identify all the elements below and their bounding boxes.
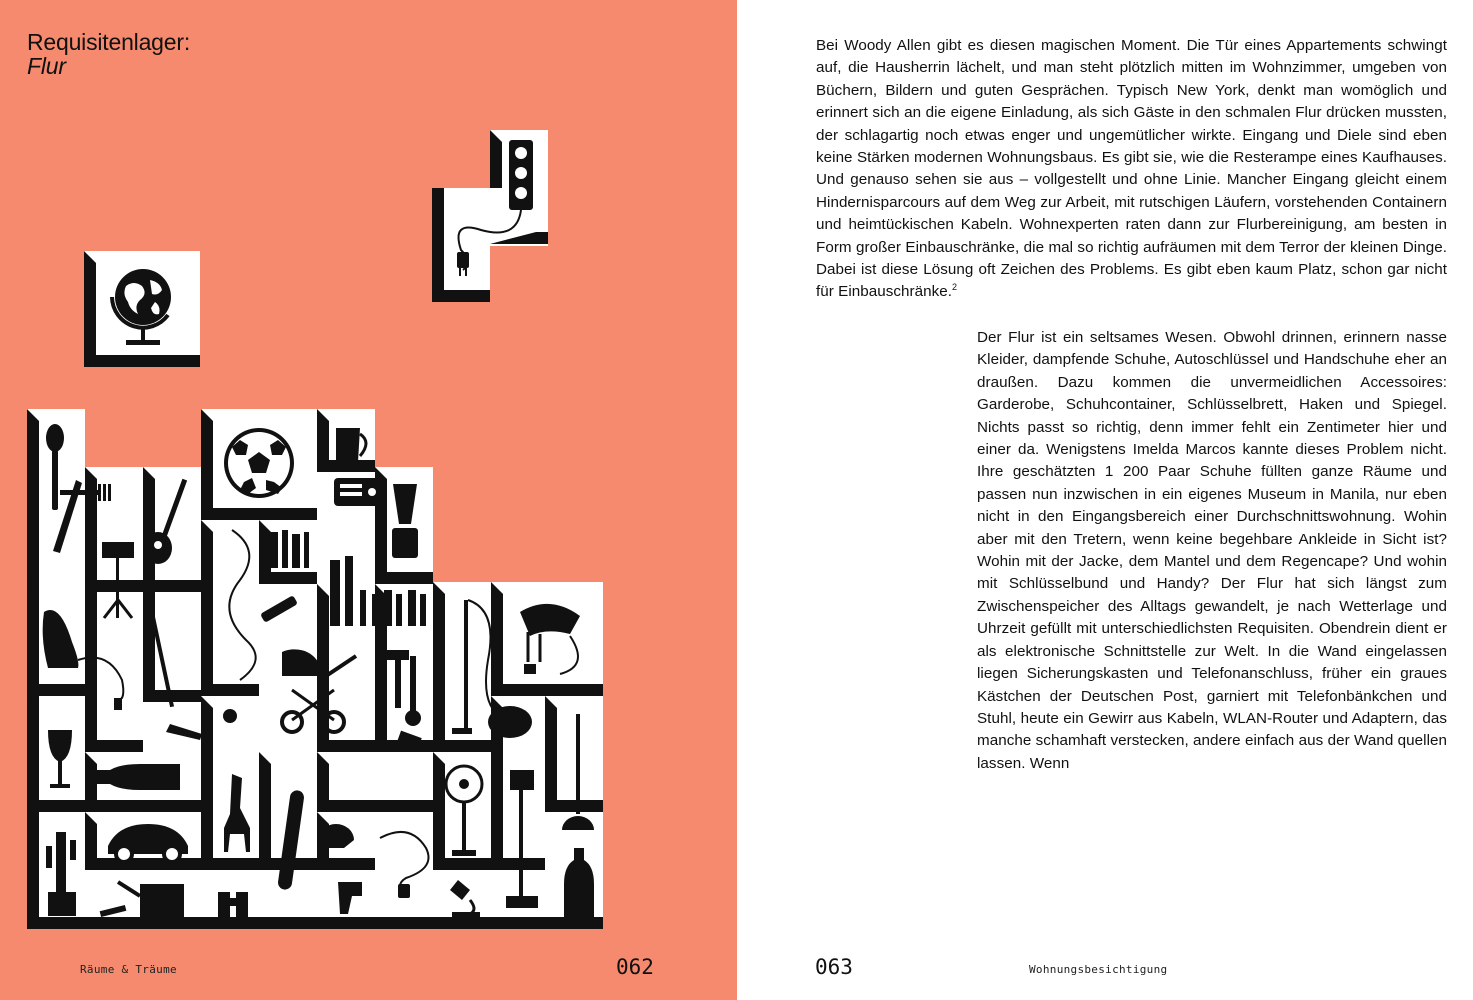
paragraph-1 — [816, 35, 1447, 304]
title-main: Requisitenlager: — [27, 29, 191, 55]
footer-label-left: Räume & Träume — [80, 963, 177, 976]
footer-label-right: Wohnungsbesichtigung — [1029, 963, 1168, 976]
title-subtitle: Flur — [27, 53, 66, 79]
power-strip-block — [432, 130, 548, 302]
footnote-mark: 2 — [952, 282, 958, 293]
paragraph-2: Der Flur ist ein seltsames Wesen. Obwohl drinnen, erinnern nasse Kleider, dampfende Schuhe, Autoschlüssel und Handschuhe eher an draußen. Dazu kommen die unvermeidlichen Accessoires: Garderobe, Schuhcontainer, Schlüsselbrett, Haken und Spiegel. Nichts passt so richtig, denn immer fehlt ein Zentimeter hier und einer da. Wenigstens Imelda Marcos kannte dieses Problem nicht. Ihre geschätzten 1 200 Paar Schuhe füllten ganze Räume und passen nun inzwischen in ein eigenes Museum in Manila, nur eben nicht in den Eingangsbereich einer Durchschnittswohnung. Wohin aber mit den Tretern, wenn keine begehbare Ankleide in Sicht ist? Wohin mit der Jacke, dem Mantel und dem Regencape? Und wohin mit Schlüsselbund und Handy? Der Flur hat sich längst zum Zwischenspeicher des Alltags gewandelt, je nach Wetterlage und Uhrzeit gefüllt mit unterschiedlichsten Requisiten. Obendrein dient er als elektronische Schnittstelle zur Welt. In die Wand eingelassen liegen Sicherungskasten und Telefonanschluss, früher ein graues Kästchen der Deutschen Post, garniert mit Telefonbänkchen und Stuhl, heute ein Gewirr aus Kabeln, WLAN-Router und Adaptern, das manche schamhaft verstecken, andere einfach aus der Wand quellen lassen. Wenn — [977, 329, 1447, 772]
globe-block — [84, 251, 200, 367]
right-page — [737, 0, 1473, 1000]
toaster-icon — [334, 478, 380, 506]
page-number-right: 063 — [815, 955, 853, 979]
main-grid — [27, 409, 603, 929]
soccer-ball-icon — [224, 428, 294, 498]
paragraph-1-text: Bei Woody Allen gibt es diesen magischen Moment. Die Tür eines Appartements schwingt auf, die Hausherrin lächelt, und man steht plötzlich mitten im Wohnzimmer, umgeben von Büchern, Bildern und guten Gesprächen. Typisch New York, denkt man womöglich und erinnert sich an die eigene Einladung, als sich Gäste in den schmalen Flur drücken mussten, der schlagartig noch etwas enger und ungemütlicher wirkte. Eingang und Diele sind eben keine Stärken modernen Wohnungsbaus. Es gibt sie, wie die Resterampe eines Kaufhauses. Und genauso sehen sie aus – vollgestellt und ohne Linie. Mancher Eingang gleicht einem Hindernisparcours auf dem Weg zur Arbeit, mit rutschigen Läufern, vorstehenden Containern und heimtückischen Kabeln. Wohnexperten raten dann zur Flurbereinigung, am besten in Form großer Einbauschränke, die mal so richtig aufräumen mit dem Terror der kleinen Dinge. Dabei ist diese Lösung oft Zeichen des Problems. Es gibt eben kaum Platz, schon gar nicht für Einbauschränke. — [816, 37, 1447, 301]
page-number-left: 062 — [616, 955, 654, 979]
